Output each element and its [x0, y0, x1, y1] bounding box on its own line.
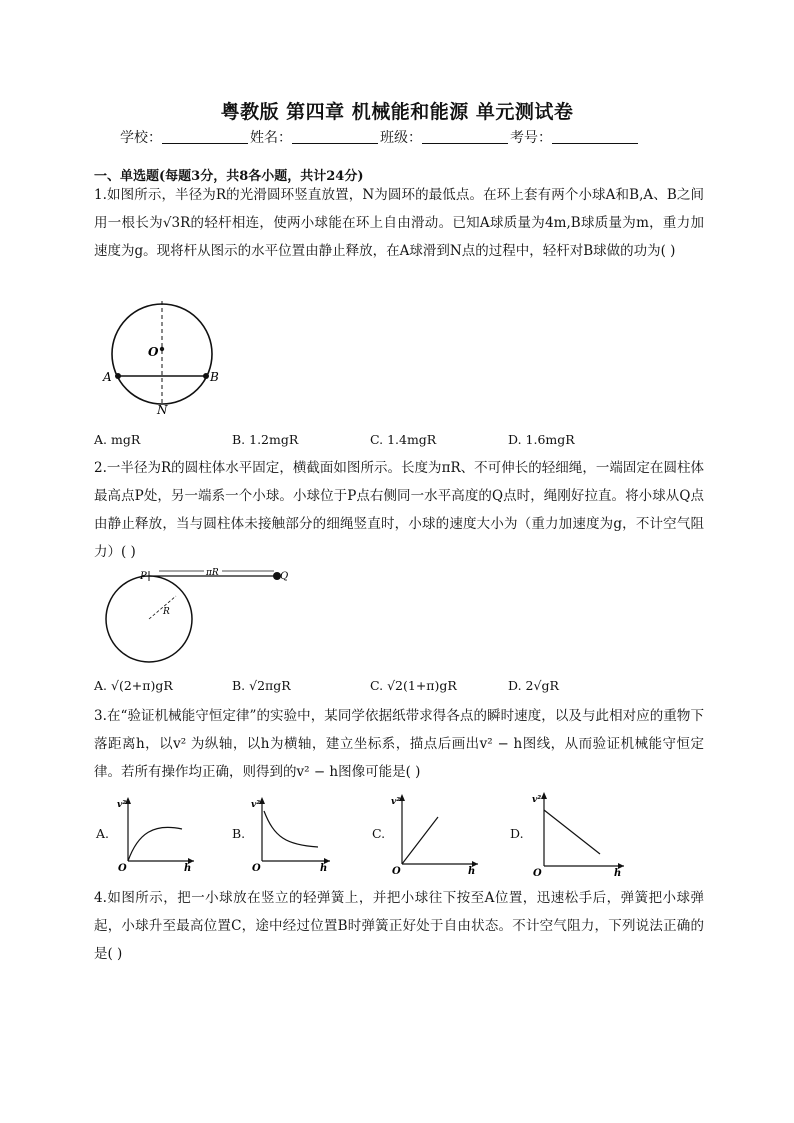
y-label: v² [391, 797, 401, 807]
center-dot [160, 347, 164, 351]
label-o: O [148, 345, 159, 359]
student-info-line [120, 127, 640, 147]
id-blank[interactable] [552, 129, 638, 144]
option-c[interactable]: C. [372, 826, 386, 841]
id-label: 考号： [510, 130, 552, 146]
ball-b [203, 373, 209, 379]
school-blank[interactable] [162, 129, 248, 144]
question-2-figure [104, 566, 294, 672]
origin-label: O [118, 863, 127, 873]
x-label: h [184, 863, 192, 873]
question-2-text: 2.一半径为R的圆柱体水平固定，横截面如图所示。长度为πR、不可伸长的轻细绳，一端固定在圆柱体最高点P处，另一端系一个小球。小球位于P点右侧同一水平高度的Q点时，绳刚好拉直。将小球从Q点由静止释放，当与圆柱体未接触部分的细绳竖直时，小球的速度大小为（重力加速度为g，不计空气阻力）( ) [94, 460, 704, 560]
curve-line [128, 827, 182, 861]
y-label: v² [117, 800, 127, 810]
graph-b [248, 793, 332, 873]
label-a: A [103, 370, 112, 384]
x-label: h [468, 866, 476, 876]
option-a[interactable]: A. mgR [94, 432, 141, 447]
class-blank[interactable] [422, 129, 508, 144]
x-label: h [614, 868, 622, 878]
curve-line [264, 811, 318, 847]
x-label: h [320, 863, 328, 873]
graph-c [388, 790, 482, 876]
option-d[interactable]: D. 1.6mgR [508, 432, 575, 447]
origin-label: O [252, 863, 261, 873]
origin-label: O [533, 868, 542, 878]
section-title: 一、单选题(每题3分，共8各小题，共计24分) [94, 169, 364, 184]
question-1-figure [96, 296, 236, 421]
option-d[interactable]: D. [510, 826, 524, 841]
question-3-text: 3.在“验证机械能守恒定律”的实验中，某同学依据纸带求得各点的瞬时速度，以及与此相对应的重物下落距离h，以v² 为纵轴，以h为横轴，建立坐标系，描点后画出v² − h图线，从而验证机械能守恒定律。若所有操作均正确，则得到的v² − h图像可能是( ) [94, 708, 704, 780]
graph-d [528, 788, 628, 878]
question-4-text: 4.如图所示，把一小球放在竖立的轻弹簧上，并把小球往下按至A位置，迅速松手后，弹簧把小球弹起，小球升至最高位置C，途中经过位置B时弹簧正好处于自由状态。不计空气阻力，下列说法正确的是( ) [94, 890, 704, 962]
option-d[interactable]: D. 2√gR [508, 678, 559, 693]
y-label: v² [532, 795, 542, 805]
school-label: 学校： [120, 130, 162, 146]
option-a[interactable]: A. [96, 826, 110, 841]
option-b[interactable]: B. 1.2mgR [232, 432, 299, 447]
option-b[interactable]: B. [232, 826, 246, 841]
origin-label: O [392, 866, 401, 876]
y-arrow-icon [541, 792, 547, 799]
label-rope-length: πR [206, 568, 219, 578]
option-a[interactable]: A. √(2+π)gR [94, 678, 173, 693]
y-label: v² [251, 800, 261, 810]
option-b[interactable]: B. √2πgR [232, 678, 291, 693]
straight-line [544, 810, 600, 854]
graph-a [114, 793, 196, 873]
label-b: B [210, 370, 219, 384]
straight-line [402, 817, 438, 864]
name-blank[interactable] [292, 129, 378, 144]
class-label: 班级： [380, 130, 422, 146]
label-radius: R [163, 607, 170, 617]
name-label: 姓名： [250, 130, 292, 146]
question-1-text: 1.如图所示，半径为R的光滑圆环竖直放置，N为圆环的最低点。在环上套有两个小球A和B,A、B之间用一根长为√3R的轻杆相连，使两小球能在环上自由滑动。已知A球质量为4m,B球质量为m，重力加速度为g。现将杆从图示的水平位置由静止释放，在A球滑到N点的过程中，轻杆对B球做的功为( ) [94, 187, 704, 259]
ball-a [115, 373, 121, 379]
page-title: 粤教版 第四章 机械能和能源 单元测试卷 [220, 101, 574, 123]
option-c[interactable]: C. √2(1+π)gR [370, 678, 457, 693]
option-c[interactable]: C. 1.4mgR [370, 432, 437, 447]
label-n: N [157, 403, 168, 417]
label-p: P [140, 571, 147, 582]
label-q: Q [280, 571, 289, 582]
